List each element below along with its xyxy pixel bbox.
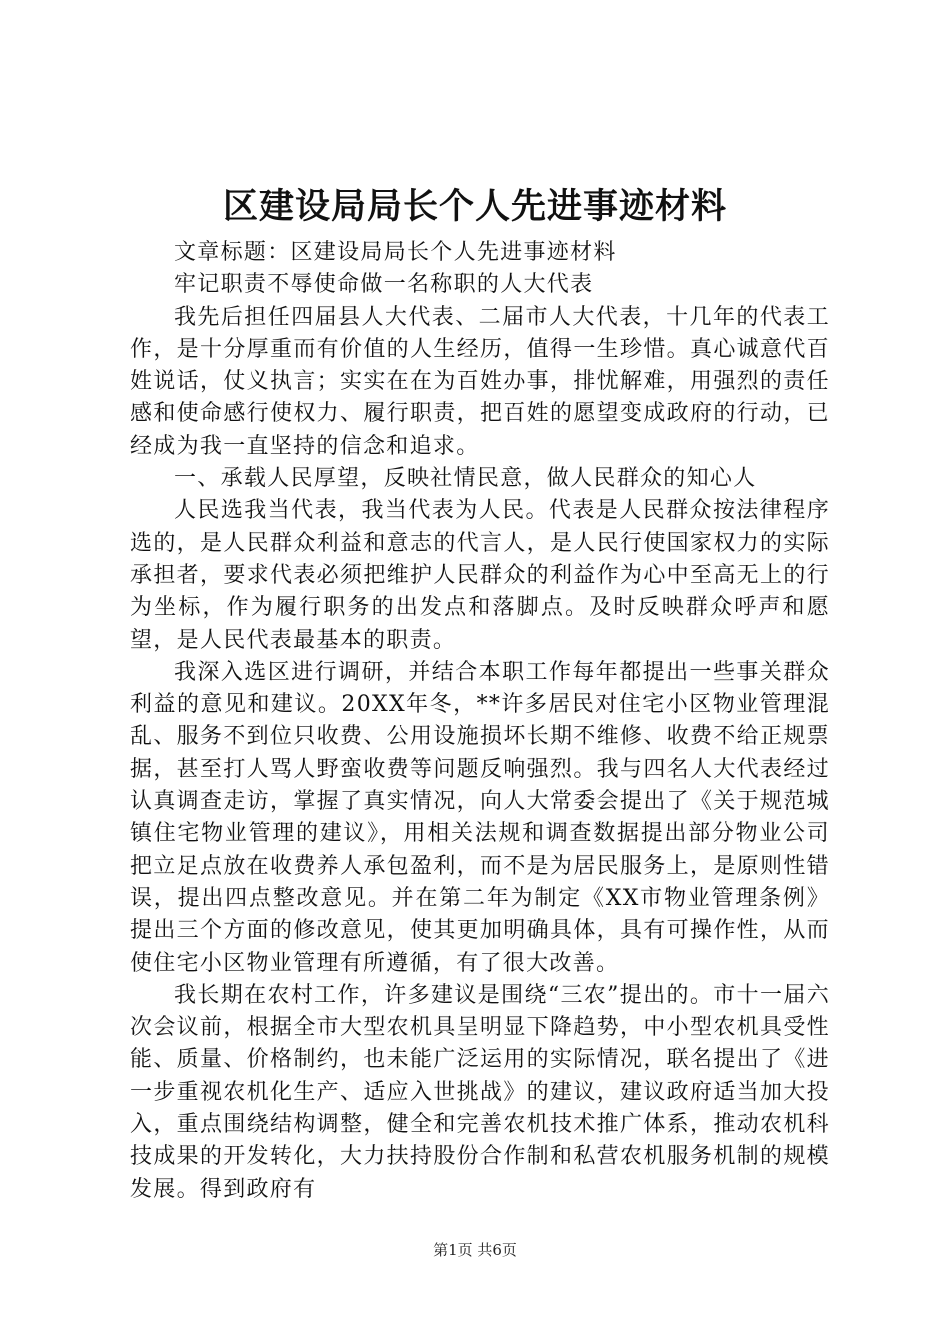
body-paragraph: 人民选我当代表，我当代表为人民。代表是人民群众按法律程序选的，是人民群众利益和意志的代言人，是人民行使国家权力的实际承担者，要求代表必须把维护人民群众的利益作为心中至高无上的行为坐标，作为履行职务的出发点和落脚点。及时反映群众呼声和愿望，是人民代表最基本的职责。	[130, 498, 830, 653]
body-paragraph: 我长期在农村工作，许多建议是围绕“三农”提出的。市十一届六次会议前，根据全市大型农机具呈明显下降趋势，中小型农机具受性能、质量、价格制约，也未能广泛运用的实际情况，联名提出了《进一步重视农机化生产、适应入世挑战》的建议，建议政府适当加大投入，重点围绕结构调整，健全和完善农机技术推广体系，推动农机科技成果的开发转化，大力扶持股份合作制和私营农机服务机制的规模发展。得到政府有	[130, 982, 830, 1202]
section-heading: 一、承载人民厚望，反映社情民意，做人民群众的知心人	[174, 466, 757, 492]
article-title-line: 文章标题：区建设局局长个人先进事迹材料	[174, 240, 617, 265]
body-paragraph: 我深入选区进行调研，并结合本职工作每年都提出一些事关群众利益的意见和建议。20XX年冬，**许多居民对住宅小区物业管理混乱、服务不到位只收费、公用设施损坏长期不维修、收费不给正规票据，甚至打人骂人野蛮收费等问题反响强烈。我与四名人大代表经过认真调查走访，掌握了真实情况，向人大常委会提出了《关于规范城镇住宅物业管理的建议》，用相关法规和调查数据提出部分物业公司把立足点放在收费养人承包盈利，而不是为居民服务上，是原则性错误，提出四点整改意见。并在第二年为制定《XX市物业管理条例》提出三个方面的修改意见，使其更加明确具体，具有可操作性，从而使住宅小区物业管理有所遵循，有了很大改善。	[130, 659, 830, 976]
document-body	[130, 237, 830, 1206]
document-title: 区建设局局长个人先进事迹材料	[222, 186, 727, 227]
page-number-footer: 第1页 共6页	[433, 1241, 517, 1259]
body-paragraph: 我先后担任四届县人大代表、二届市人大代表，十几年的代表工作，是十分厚重而有价值的人生经历，值得一生珍惜。真心诚意代百姓说话，仗义执言；实实在在为百姓办事，排忧解难，用强烈的责任感和使命感行使权力、履行职责，把百姓的愿望变成政府的行动，已经成为我一直坚持的信念和追求。	[130, 304, 830, 459]
subtitle-line: 牢记职责不辱使命做一名称职的人大代表	[174, 272, 594, 298]
